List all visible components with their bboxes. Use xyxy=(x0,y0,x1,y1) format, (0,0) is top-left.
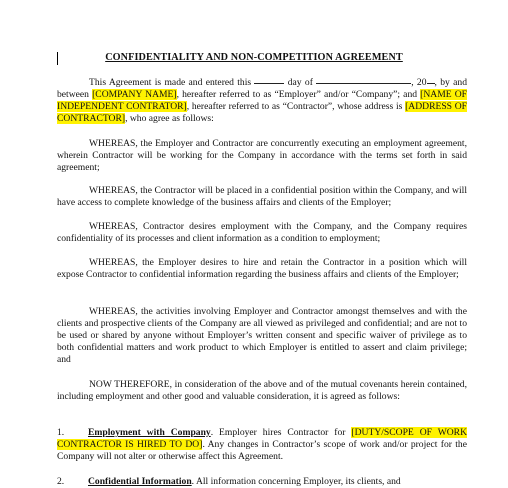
section-2-heading: Confidential Information xyxy=(88,476,192,487)
whereas-paragraph-4 xyxy=(57,257,467,281)
intro-text-3: , 20 xyxy=(411,77,427,88)
whereas-paragraph-2 xyxy=(57,185,467,209)
day-blank[interactable] xyxy=(254,82,284,84)
scope-of-work-placeholder[interactable]: [DUTY/SCOPE OF WORK CONTRACTOR IS HIRED TO DO] xyxy=(57,427,468,450)
section-1 xyxy=(57,427,467,463)
intro-text-1: This Agreement is made and entered this xyxy=(89,77,252,88)
whereas-text-1: WHEREAS, the Employer and Contractor are concurrently executing an employment agreement, wherein Contractor will be working for the Company in accordance with the terms set forth in said agreement; xyxy=(57,138,467,173)
section-2 xyxy=(57,476,467,488)
month-blank[interactable] xyxy=(316,82,411,84)
intro-text-5: , hereafter referred to as “Employer” and/or “Company”; and xyxy=(176,89,418,100)
whereas-paragraph-1 xyxy=(57,138,467,174)
section-1-number: 1. xyxy=(57,427,65,438)
intro-text-2: day of xyxy=(287,77,313,88)
now-therefore-paragraph xyxy=(57,379,467,403)
company-name-placeholder[interactable]: [COMPANY NAME] xyxy=(92,89,177,100)
now-therefore-text: NOW THEREFORE, in consideration of the above and of the mutual covenants herein contained, including employment and other good and valuable consideration, it is agreed as follows: xyxy=(57,379,467,402)
whereas-text-2: WHEREAS, the Contractor will be placed in a confidential position within the Company, and will have access to complete knowledge of the business affairs and clients of the Employer; xyxy=(57,185,467,208)
intro-paragraph xyxy=(57,77,467,125)
section-1-heading: Employment with Company xyxy=(88,427,211,438)
intro-text-4: , by and between xyxy=(57,77,467,100)
whereas-text-4: WHEREAS, the Employer desires to hire and retain the Contractor in a position which will expose Contractor to confidential information regarding the business affairs and clients of the Employer; xyxy=(57,257,467,280)
section-2-text: . All information concerning Employer, its clients, and xyxy=(191,476,401,487)
document-title: CONFIDENTIALITY AND NON-COMPETITION AGREEMENT xyxy=(105,52,403,63)
section-1-text-after: . Any changes in Contractor’s scope of work and/or project for the Company will not alter or otherwise affect this Agreement. xyxy=(57,439,467,462)
whereas-paragraph-5 xyxy=(57,306,467,366)
whereas-paragraph-3 xyxy=(57,221,467,245)
intro-text-6: , hereafter referred to as “Contractor”, whose address is xyxy=(186,101,403,112)
contractor-name-placeholder[interactable]: [NAME OF INDEPENDENT CONTRATOR] xyxy=(57,89,467,112)
section-2-number: 2. xyxy=(57,476,65,487)
whereas-text-5: WHEREAS, the activities involving Employer and Contractor amongst themselves and with the clients and prospective clients of the Company are all viewed as privileged and confidential; and are not to be used or shared by anyone without Employer’s written consent and specific waiver of privilege as to both confidential matters and work product to which Employer is entitled to assert and claim privilege; and xyxy=(57,306,467,365)
section-1-text-before: . Employer hires Contractor for xyxy=(210,427,346,438)
whereas-text-3: WHEREAS, Contractor desires employment with the Company, and the Company requires confidentiality of its processes and client information as a condition to employment; xyxy=(57,221,467,244)
intro-text-7: , who agree as follows: xyxy=(125,113,214,124)
contractor-address-placeholder[interactable]: [ADDRESS OF CONTRACTOR] xyxy=(57,101,467,124)
year-blank[interactable] xyxy=(427,82,435,84)
